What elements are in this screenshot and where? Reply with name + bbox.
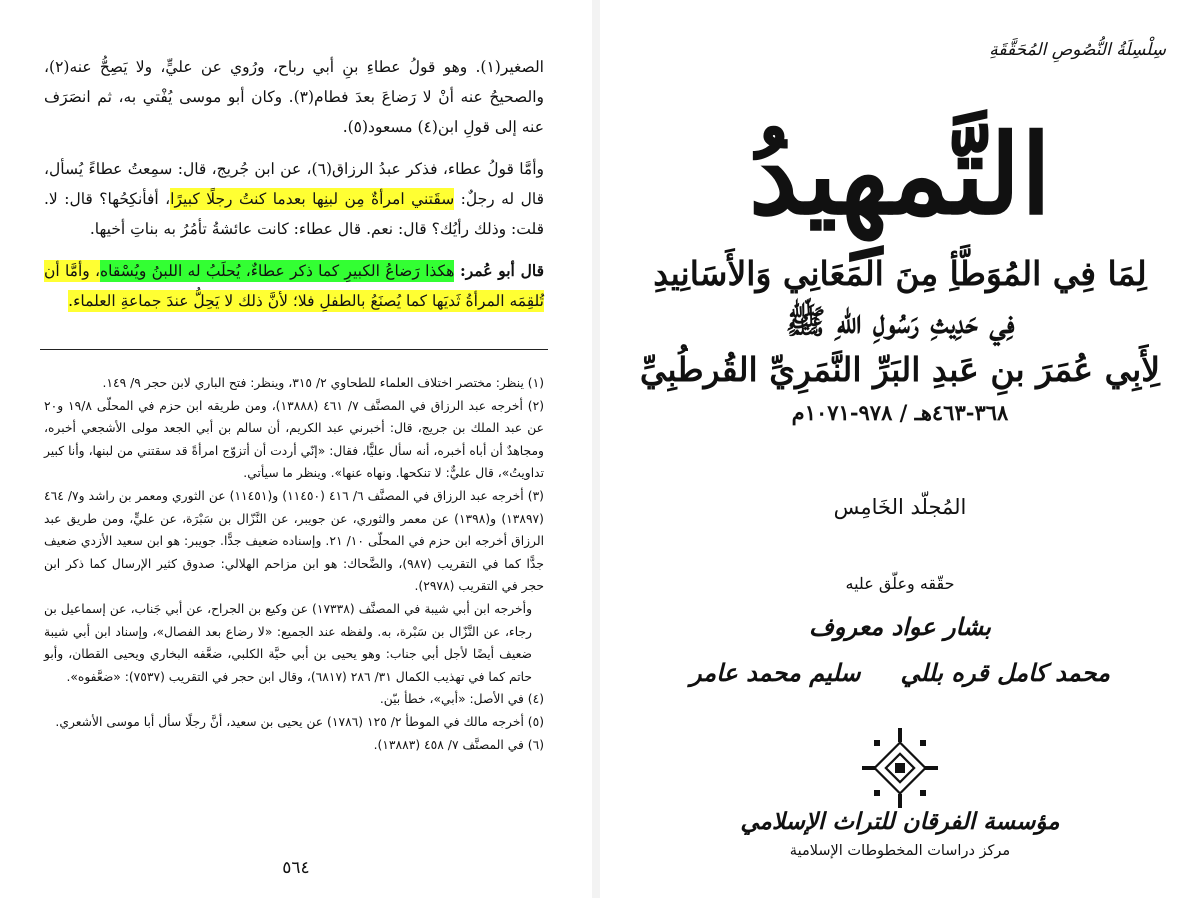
left-page (0, 0, 592, 898)
cover-page (600, 0, 1200, 898)
paragraph-2 (44, 154, 544, 244)
editor-2: محمد كامل قره بللي (900, 658, 1110, 687)
book-gutter (592, 0, 600, 898)
dates: ٣٦٨-٤٦٣هـ / ٩٧٨-١٠٧١م (791, 400, 1009, 425)
footnote: وأخرجه ابن أبي شيبة في المصنَّف (١٧٣٣٨) عن وكيع بن الجراح، عن أبي جَناب، عن إسماعيل بن رجاء، عن النَّزّال بن سَبْرة، به. ولفظه عند الجميع: «لا رضاع بعد الفصال»، وإسناد ابن أبي شيبة ضعيف أيضًا لأجل أبي جناب: وهو يحيى بن أبي حيَّة الكلبي، ضعَّفه البخاري ويحيى القطان، وأبو حاتم كما في تهذيب الكمال ٣١/ ٢٨٦ (٦٨١٧)، وقال ابن حجر في التقريب (٧٥٣٧): «ضعَّفوه». (44, 601, 533, 684)
footnotes (44, 372, 544, 756)
footnote: (٦) في المصنَّف ٧/ ٤٥٨ (١٣٨٨٣). (373, 737, 544, 752)
footnote-separator (40, 349, 548, 350)
volume-label: المُجلّد الخَامِس (833, 495, 967, 519)
footnote: (٤) في الأصل: «أبي»، خطأ بيّن. (379, 692, 544, 707)
page-number: ٥٦٤ (282, 858, 310, 878)
editor-3: سليم محمد عامر (690, 658, 861, 687)
series-title: سِلْسِلَةُ النُّصُوصِ المُحَقَّقَةِ (989, 40, 1166, 60)
paragraph-2-pre: وأمَّا قولُ عطاء، فذكر عبدُ الرزاق(٦)، عن ابن جُريج، قال: سمِعتُ عطاءً يُسأل، قال له رجلٌ: (44, 160, 545, 208)
footnote: (٣) أخرجه عبد الرزاق في المصنَّف ٦/ ٤١٦ (١١٤٥٠) و(١١٤٥١) عن الثوري ومعمر بن راشد و٧/ ٤٦٤ (١٣٨٩٧) و(١٣٩٨) عن معمر والثوري، عن جويبر، عن النَّزّال بن سَبْرَة، عن عليٍّ، ومن طريق عبد الرزاق أخرجه ابن حزم في المحلّى ١٠/ ٢١. وإسناده ضعيف جدًّا. جويبر: هو ابن سعيد الأزدي ضعيف جدًّا كما في التقريب (٩٨٧)، والضَّحاك: هو ابن مزاحم الهلالي: صدوق كثير الإرسال كما ذكر ابن حجر في التقريب (٢٩٧٨). (44, 488, 544, 594)
speaker-label: قال أبو عُمر: (454, 261, 544, 280)
highlight-quote: سقَتني امرأةٌ مِن لبنِها بعدما كنتُ رجلًا كبيرًا (170, 190, 455, 208)
paragraph-3 (44, 256, 544, 316)
book-title: التَّمهِيدُ (748, 110, 1052, 239)
footnote: (٢) أخرجه عبد الرزاق في المصنَّف ٧/ ٤٦١ (١٣٨٨٨)، ومن طريقه ابن حزم في المحلّى ١٩/٨ و٢٠ عن عبد الملك بن جريج، قال: أخبرني عبد الكريم، أن سالم بن أبي الجعد مولى الأشجعي أخبره، ومجاهدٌ أن أباه أخبره، أنه سأل عليًّا، فقال: «إنّي أردت أن أتزوّج امرأةً قد سقتني من لبنها، وأنا كبير تداويتُ»، قال عليٌّ: لا تنكحها. ونهاه عنها». وينظر ما سيأتي. (44, 398, 544, 481)
publisher-name: مؤسسة الفرقان للتراث الإسلامي (740, 808, 1060, 835)
verified-by-label: حقّقه وعلّق عليه (845, 574, 955, 593)
highlight-yellow: ، وأمَّا أن تُلقِمَه المرأةُ ثَديَها كما يُصنَعُ بالطفلِ فلا؛ لأنَّ ذلك لا يَحِلُّ عندَ جماعةِ العلماء. (44, 262, 544, 310)
footnote: (٥) أخرجه مالك في الموطأ ٢/ ١٢٥ (١٧٨٦) عن يحيى بن سعيد، أنَّ رجلًا سأل أبا موسى الأشعري. (55, 714, 544, 729)
footnote: (١) ينظر: مختصر اختلاف العلماء للطحاوي ٢/ ٣١٥، وينظر: فتح الباري لابن حجر ٩/ ١٤٩. (102, 376, 544, 390)
publisher-subtitle: مركز دراسات المخطوطات الإسلامية (789, 843, 1011, 859)
highlight-green: هكذا رَضاعُ الكبيرِ كما ذكر عطاءٌ، يُحلَبُ له اللبنُ ويُسْقاه (100, 262, 455, 280)
subtitle-1: لِمَا فِي المُوَطَّأِ مِنَ المَعَانِي وَالأَسَانِيدِ (653, 254, 1147, 293)
main-text (44, 52, 544, 328)
subtitle-2: فِي حَدِيثِ رَسُولِ اللهِ ﷺ (785, 302, 1015, 341)
publisher-logo-icon (854, 726, 946, 808)
editors-row (600, 658, 1200, 698)
editor-1: بشار عواد معروف (809, 612, 991, 641)
paragraph-2-post: ، أفأنكِحُها؟ قال: لا. قلت: وذلك رأيُك؟ قال: نعم. قال عطاء: كانت عائشةُ تأمُرُ به بناتِ أخيها. (44, 190, 544, 238)
paragraph-1: الصغير(١). وهو قولُ عطاءِ بنِ أبي رباح، ورُوي عن عليٍّ، ولا يَصِحُّ عنه(٢)، والصحيحُ عنه أنْ لا رَضاعَ بعدَ فطام(٣). وكان أبو موسى يُفْتي به، ثم انصَرَف عنه إلى قولِ ابن(٤) مسعود(٥). (44, 58, 545, 136)
author-line: لِأَبِي عُمَرَ بنِ عَبدِ البَرِّ النَّمَرِيِّ القُرطُبِيِّ (639, 350, 1161, 389)
